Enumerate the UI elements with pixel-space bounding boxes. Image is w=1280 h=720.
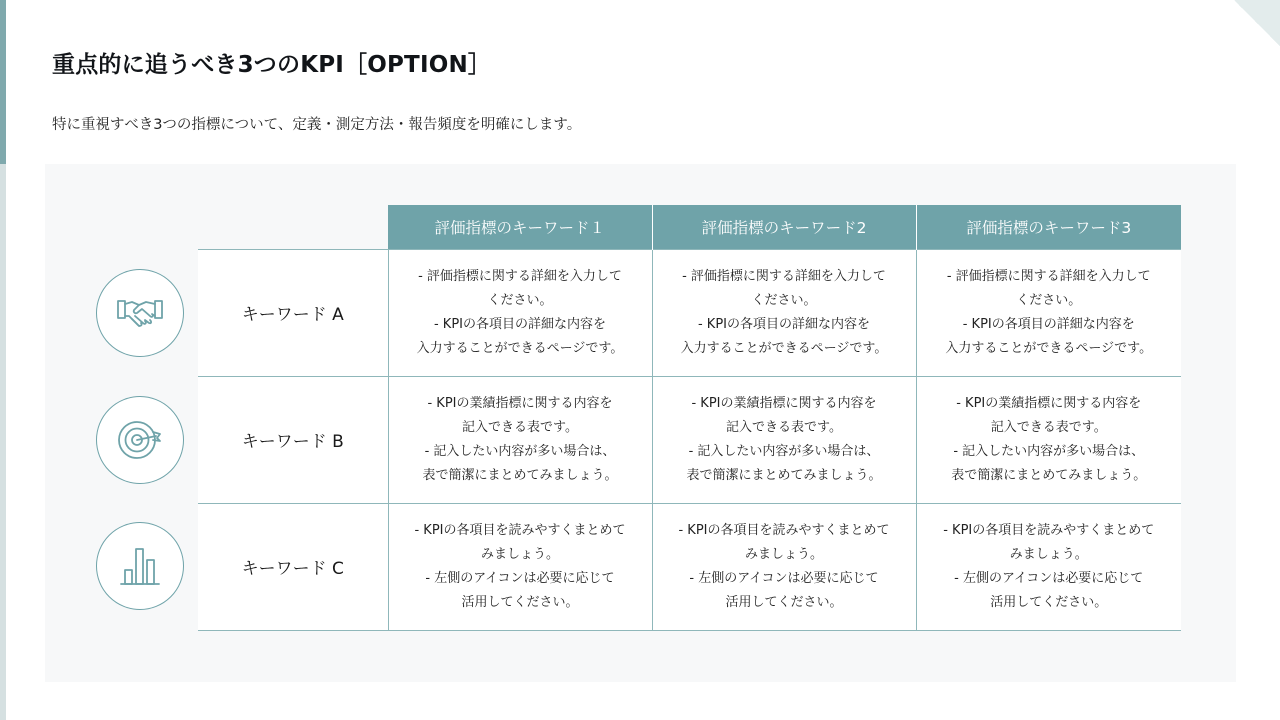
table-row (198, 503, 1181, 630)
table-cell: - KPIの業績指標に関する内容を 記入できる表です。 - 記入したい内容が多い場合は、 表で簡潔にまとめてみましょう。 (916, 376, 1181, 503)
table-cell: - KPIの業績指標に関する内容を 記入できる表です。 - 記入したい内容が多い場合は、 表で簡潔にまとめてみましょう。 (652, 376, 916, 503)
table-cell: - KPIの業績指標に関する内容を 記入できる表です。 - 記入したい内容が多い場合は、 表で簡潔にまとめてみましょう。 (388, 376, 652, 503)
row-label: キーワード B (198, 376, 388, 503)
handshake-icon (96, 269, 184, 357)
column-header: 評価指標のキーワード3 (916, 205, 1181, 249)
page-title: 重点的に追うべき3つのKPI［OPTION］ (52, 52, 492, 78)
row-label: キーワード C (198, 503, 388, 630)
table-cell: - 評価指標に関する詳細を入力して ください。 - KPIの各項目の詳細な内容を 入力することができるページです。 (916, 249, 1181, 376)
corner-decoration (1234, 0, 1280, 46)
table-cell: - KPIの各項目を読みやすくまとめて みましょう。 - 左側のアイコンは必要に応じて 活用してください。 (388, 503, 652, 630)
page-subtitle: 特に重視すべき3つの指標について、定義・測定方法・報告頻度を明確にします。 (52, 117, 582, 133)
table-corner (198, 205, 388, 249)
bar-chart-icon (96, 522, 184, 610)
target-icon (96, 396, 184, 484)
accent-bar-bottom (0, 164, 6, 720)
accent-bar-top (0, 0, 6, 164)
table-cell: - 評価指標に関する詳細を入力して ください。 - KPIの各項目の詳細な内容を 入力することができるページです。 (388, 249, 652, 376)
kpi-table (198, 205, 1181, 631)
table-row (198, 376, 1181, 503)
table-cell: - 評価指標に関する詳細を入力して ください。 - KPIの各項目の詳細な内容を 入力することができるページです。 (652, 249, 916, 376)
row-label: キーワード A (198, 249, 388, 376)
table-cell: - KPIの各項目を読みやすくまとめて みましょう。 - 左側のアイコンは必要に応じて 活用してください。 (652, 503, 916, 630)
table-cell: - KPIの各項目を読みやすくまとめて みましょう。 - 左側のアイコンは必要に応じて 活用してください。 (916, 503, 1181, 630)
table-row (198, 249, 1181, 376)
column-header: 評価指標のキーワード2 (652, 205, 916, 249)
column-header: 評価指標のキーワード１ (388, 205, 652, 249)
